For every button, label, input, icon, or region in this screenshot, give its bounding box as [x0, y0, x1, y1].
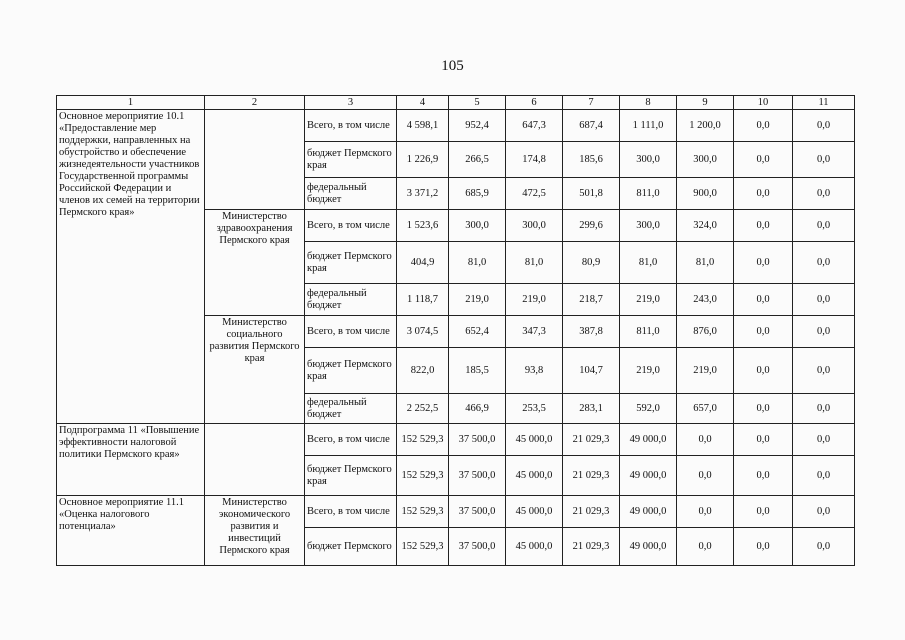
funding-source-cell: бюджет Пермского: [305, 528, 397, 566]
value-cell: 80,9: [563, 242, 620, 284]
value-cell: 93,8: [506, 348, 563, 394]
value-cell: 0,0: [734, 496, 793, 528]
value-cell: 0,0: [793, 496, 855, 528]
value-cell: 253,5: [506, 394, 563, 424]
value-cell: 81,0: [677, 242, 734, 284]
activity-name-cell: Основное мероприятие 11.1 «Оценка налогового потенциала»: [57, 496, 205, 566]
value-cell: 219,0: [620, 284, 677, 316]
value-cell: 37 500,0: [449, 424, 506, 456]
header-cell: 6: [506, 96, 563, 110]
table-row: [57, 496, 855, 528]
value-cell: 0,0: [734, 394, 793, 424]
value-cell: 45 000,0: [506, 496, 563, 528]
value-cell: 324,0: [677, 210, 734, 242]
value-cell: 404,9: [397, 242, 449, 284]
value-cell: 387,8: [563, 316, 620, 348]
value-cell: 49 000,0: [620, 424, 677, 456]
value-cell: 0,0: [793, 284, 855, 316]
value-cell: 37 500,0: [449, 496, 506, 528]
value-cell: 185,6: [563, 142, 620, 178]
executor-cell: Министерство здравоохранения Пермского края: [205, 210, 305, 316]
value-cell: 0,0: [793, 394, 855, 424]
value-cell: 49 000,0: [620, 528, 677, 566]
value-cell: 218,7: [563, 284, 620, 316]
value-cell: 1 111,0: [620, 110, 677, 142]
value-cell: 0,0: [734, 110, 793, 142]
value-cell: 45 000,0: [506, 528, 563, 566]
value-cell: 266,5: [449, 142, 506, 178]
activity-name-cell: Подпрограмма 11 «Повышение эффективности налоговой политики Пермского края»: [57, 424, 205, 496]
value-cell: 4 598,1: [397, 110, 449, 142]
value-cell: 37 500,0: [449, 528, 506, 566]
value-cell: 283,1: [563, 394, 620, 424]
value-cell: 0,0: [734, 424, 793, 456]
value-cell: 152 529,3: [397, 456, 449, 496]
value-cell: 0,0: [734, 210, 793, 242]
value-cell: 0,0: [793, 528, 855, 566]
value-cell: 299,6: [563, 210, 620, 242]
value-cell: 0,0: [793, 348, 855, 394]
header-cell: 3: [305, 96, 397, 110]
value-cell: 21 029,3: [563, 528, 620, 566]
value-cell: 45 000,0: [506, 456, 563, 496]
value-cell: 0,0: [677, 496, 734, 528]
activity-name-cell: Основное мероприятие 10.1 «Предоставление мер поддержки, направленных на обустройство и обеспечение жизнедеятельности участников Государственной программы Российской Федерации и членов их семей на территории Пермского края»: [57, 110, 205, 424]
value-cell: 1 200,0: [677, 110, 734, 142]
value-cell: 219,0: [449, 284, 506, 316]
value-cell: 2 252,5: [397, 394, 449, 424]
value-cell: 811,0: [620, 316, 677, 348]
value-cell: 104,7: [563, 348, 620, 394]
funding-source-cell: федеральный бюджет: [305, 178, 397, 210]
value-cell: 300,0: [677, 142, 734, 178]
value-cell: 81,0: [449, 242, 506, 284]
value-cell: 472,5: [506, 178, 563, 210]
value-cell: 685,9: [449, 178, 506, 210]
value-cell: 0,0: [734, 456, 793, 496]
value-cell: 300,0: [620, 210, 677, 242]
value-cell: 657,0: [677, 394, 734, 424]
header-cell: 11: [793, 96, 855, 110]
header-cell: 9: [677, 96, 734, 110]
funding-source-cell: Всего, в том числе: [305, 424, 397, 456]
value-cell: 21 029,3: [563, 496, 620, 528]
page-bottom-edge: [0, 632, 905, 640]
header-cell: 2: [205, 96, 305, 110]
value-cell: 0,0: [734, 284, 793, 316]
value-cell: 1 226,9: [397, 142, 449, 178]
value-cell: 687,4: [563, 110, 620, 142]
executor-cell: [205, 424, 305, 496]
value-cell: 152 529,3: [397, 528, 449, 566]
value-cell: 466,9: [449, 394, 506, 424]
value-cell: 0,0: [793, 178, 855, 210]
value-cell: 219,0: [677, 348, 734, 394]
value-cell: 0,0: [677, 528, 734, 566]
header-row: [57, 96, 855, 110]
funding-source-cell: бюджет Пермского края: [305, 242, 397, 284]
value-cell: 81,0: [620, 242, 677, 284]
value-cell: 219,0: [620, 348, 677, 394]
funding-source-cell: Всего, в том числе: [305, 210, 397, 242]
table-row: [57, 110, 855, 142]
value-cell: 49 000,0: [620, 496, 677, 528]
value-cell: 592,0: [620, 394, 677, 424]
value-cell: 0,0: [793, 316, 855, 348]
value-cell: 37 500,0: [449, 456, 506, 496]
value-cell: 0,0: [677, 424, 734, 456]
value-cell: 185,5: [449, 348, 506, 394]
header-cell: 7: [563, 96, 620, 110]
funding-source-cell: Всего, в том числе: [305, 316, 397, 348]
value-cell: 0,0: [793, 424, 855, 456]
value-cell: 0,0: [734, 528, 793, 566]
table-row: [57, 424, 855, 456]
value-cell: 243,0: [677, 284, 734, 316]
value-cell: 0,0: [734, 242, 793, 284]
funding-source-cell: бюджет Пермского края: [305, 142, 397, 178]
value-cell: 347,3: [506, 316, 563, 348]
executor-cell: Министерство экономического развития и инвестиций Пермского края: [205, 496, 305, 566]
value-cell: 300,0: [506, 210, 563, 242]
value-cell: 0,0: [677, 456, 734, 496]
value-cell: 0,0: [734, 178, 793, 210]
header-cell: 8: [620, 96, 677, 110]
value-cell: 1 523,6: [397, 210, 449, 242]
value-cell: 652,4: [449, 316, 506, 348]
value-cell: 811,0: [620, 178, 677, 210]
value-cell: 876,0: [677, 316, 734, 348]
value-cell: 0,0: [734, 142, 793, 178]
value-cell: 952,4: [449, 110, 506, 142]
value-cell: 0,0: [793, 210, 855, 242]
header-cell: 5: [449, 96, 506, 110]
value-cell: 0,0: [734, 348, 793, 394]
value-cell: 49 000,0: [620, 456, 677, 496]
value-cell: 21 029,3: [563, 424, 620, 456]
value-cell: 822,0: [397, 348, 449, 394]
value-cell: 1 118,7: [397, 284, 449, 316]
header-cell: 1: [57, 96, 205, 110]
value-cell: 81,0: [506, 242, 563, 284]
value-cell: 300,0: [449, 210, 506, 242]
budget-table: [56, 95, 855, 566]
funding-source-cell: Всего, в том числе: [305, 496, 397, 528]
header-cell: 10: [734, 96, 793, 110]
funding-source-cell: федеральный бюджет: [305, 284, 397, 316]
value-cell: 3 371,2: [397, 178, 449, 210]
value-cell: 0,0: [734, 316, 793, 348]
value-cell: 45 000,0: [506, 424, 563, 456]
funding-source-cell: бюджет Пермского края: [305, 456, 397, 496]
value-cell: 300,0: [620, 142, 677, 178]
funding-source-cell: бюджет Пермского края: [305, 348, 397, 394]
value-cell: 3 074,5: [397, 316, 449, 348]
value-cell: 0,0: [793, 456, 855, 496]
value-cell: 219,0: [506, 284, 563, 316]
value-cell: 0,0: [793, 242, 855, 284]
page-number: 105: [441, 58, 464, 74]
value-cell: 647,3: [506, 110, 563, 142]
executor-cell: Министерство социального развития Пермского края: [205, 316, 305, 424]
header-cell: 4: [397, 96, 449, 110]
value-cell: 0,0: [793, 110, 855, 142]
value-cell: 900,0: [677, 178, 734, 210]
value-cell: 152 529,3: [397, 496, 449, 528]
value-cell: 174,8: [506, 142, 563, 178]
value-cell: 0,0: [793, 142, 855, 178]
value-cell: 501,8: [563, 178, 620, 210]
funding-source-cell: Всего, в том числе: [305, 110, 397, 142]
value-cell: 152 529,3: [397, 424, 449, 456]
funding-source-cell: федеральный бюджет: [305, 394, 397, 424]
executor-cell: [205, 110, 305, 210]
table-body: [57, 110, 855, 566]
value-cell: 21 029,3: [563, 456, 620, 496]
